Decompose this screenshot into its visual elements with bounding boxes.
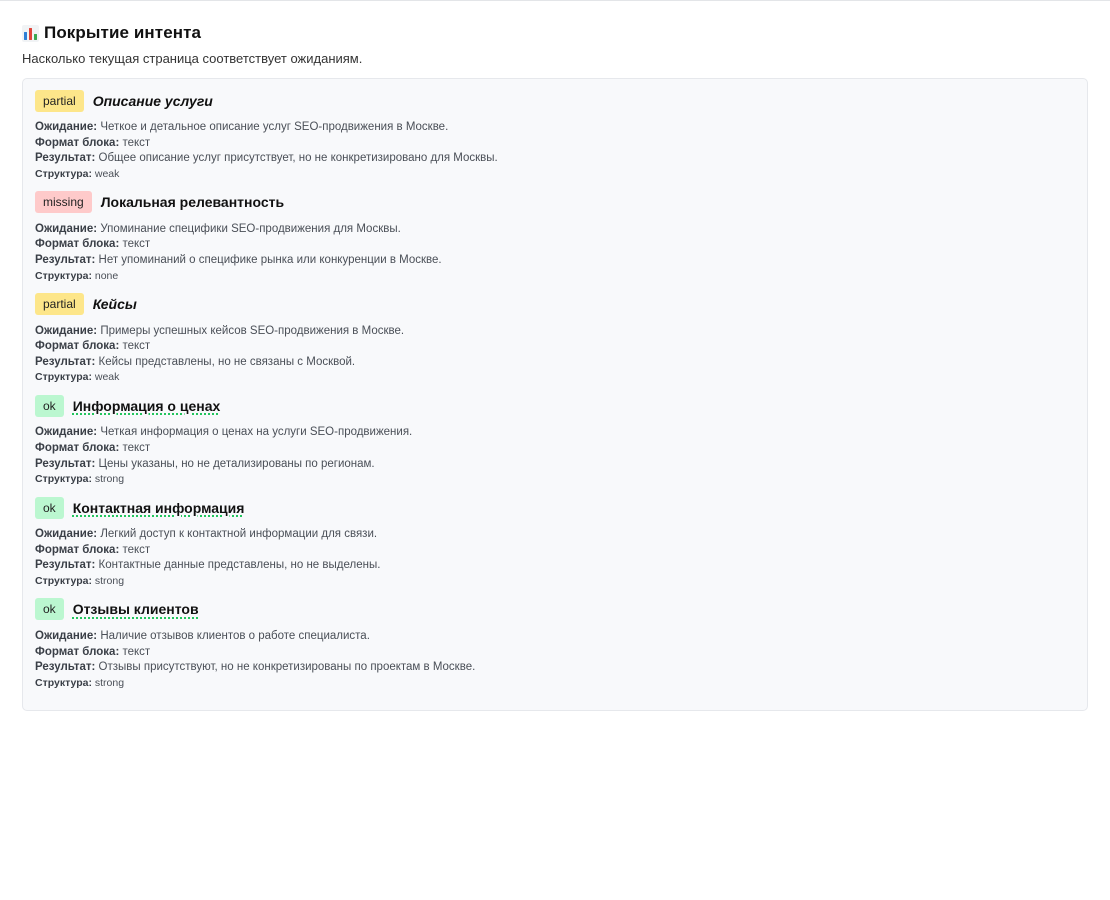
structure-label: Структура: (35, 473, 92, 486)
expectation-value: Упоминание специфики SEO-продвижения для Москвы. (100, 222, 401, 235)
result-line (35, 253, 1075, 269)
section-header (22, 22, 1088, 44)
structure-value: strong (94, 473, 125, 486)
format-line (35, 441, 1075, 457)
expectation-value: Легкий доступ к контактной информации для связи. (100, 528, 378, 541)
structure-value: none (94, 269, 119, 282)
status-badge: ok (35, 497, 64, 519)
expectation-label: Ожидание: (35, 528, 98, 541)
result-label: Результат: (35, 457, 96, 470)
item-title[interactable]: Информация о ценах (72, 397, 221, 414)
item-title: Кейсы (92, 296, 137, 313)
result-line (35, 558, 1075, 574)
result-value: Кейсы представлены, но не связаны с Москвой. (98, 355, 356, 368)
structure-label: Структура: (35, 269, 92, 282)
expectation-line (35, 120, 1075, 136)
structure-value: strong (94, 574, 125, 587)
format-value: текст (122, 340, 151, 353)
status-badge: ok (35, 395, 64, 417)
format-line (35, 645, 1075, 661)
result-label: Результат: (35, 559, 96, 572)
expectation-line (35, 324, 1075, 340)
expectation-label: Ожидание: (35, 629, 98, 642)
item-title[interactable]: Контактная информация (72, 499, 245, 516)
format-value: текст (122, 238, 151, 251)
expectation-line (35, 425, 1075, 441)
top-divider (0, 0, 1110, 1)
item-title[interactable]: Отзывы клиентов (72, 601, 199, 618)
structure-line (35, 370, 1075, 384)
format-line (35, 136, 1075, 152)
coverage-item-service-description (35, 89, 1075, 181)
format-label: Формат блока: (35, 645, 120, 658)
result-label: Результат: (35, 661, 96, 674)
result-value: Общее описание услуг присутствует, но не конкретизировано для Москвы. (98, 152, 498, 165)
format-label: Формат блока: (35, 441, 120, 454)
result-label: Результат: (35, 355, 96, 368)
structure-value: strong (94, 676, 125, 689)
status-badge: partial (35, 90, 84, 112)
result-line (35, 457, 1075, 473)
format-value: текст (122, 645, 151, 658)
expectation-label: Ожидание: (35, 121, 98, 133)
expectation-value: Четкая информация о ценах на услуги SEO-продвижения. (100, 426, 413, 439)
expectation-value: Примеры успешных кейсов SEO-продвижения в Москве. (100, 324, 405, 337)
format-label: Формат блока: (35, 543, 120, 556)
result-label: Результат: (35, 152, 96, 165)
coverage-panel (22, 78, 1088, 711)
format-label: Формат блока: (35, 238, 120, 251)
structure-label: Структура: (35, 167, 92, 180)
status-badge: missing (35, 191, 92, 213)
result-label: Результат: (35, 253, 96, 266)
coverage-item-contacts (35, 496, 1075, 588)
structure-line (35, 472, 1075, 486)
expectation-line (35, 629, 1075, 645)
format-value: текст (122, 543, 151, 556)
format-label: Формат блока: (35, 136, 120, 149)
expectation-label: Ожидание: (35, 324, 98, 337)
expectation-line (35, 527, 1075, 543)
page-title: Покрытие интента (44, 23, 202, 42)
result-line (35, 660, 1075, 676)
result-line (35, 355, 1075, 371)
expectation-label: Ожидание: (35, 222, 98, 235)
page-subtitle: Насколько текущая страница соответствует ожиданиям. (22, 51, 363, 66)
expectation-value: Наличие отзывов клиентов о работе специалиста. (100, 629, 370, 642)
status-badge: partial (35, 293, 84, 315)
format-line (35, 339, 1075, 355)
structure-line (35, 167, 1075, 181)
format-label: Формат блока: (35, 340, 120, 353)
structure-label: Структура: (35, 676, 92, 689)
status-badge: ok (35, 598, 64, 620)
structure-label: Структура: (35, 574, 92, 587)
result-value: Нет упоминаний о специфике рынка или конкуренции в Москве. (98, 253, 442, 266)
expectation-line (35, 222, 1075, 238)
expectation-label: Ожидание: (35, 426, 98, 439)
format-value: текст (122, 136, 151, 149)
format-line (35, 543, 1075, 559)
result-value: Контактные данные представлены, но не выделены. (98, 559, 381, 572)
item-title: Локальная релевантность (100, 194, 285, 211)
result-line (35, 151, 1075, 167)
format-value: текст (122, 441, 151, 454)
result-value: Отзывы присутствуют, но не конкретизированы по проектам в Москве. (98, 661, 476, 674)
structure-value: weak (94, 167, 120, 180)
intent-coverage-section (22, 22, 1088, 711)
structure-line (35, 269, 1075, 283)
structure-value: weak (94, 371, 120, 384)
structure-line (35, 676, 1075, 690)
structure-line (35, 574, 1075, 588)
format-line (35, 237, 1075, 253)
coverage-item-pricing (35, 394, 1075, 486)
item-title: Описание услуги (92, 92, 213, 109)
structure-label: Структура: (35, 371, 92, 384)
expectation-value: Четкое и детальное описание услуг SEO-продвижения в Москве. (100, 121, 449, 133)
coverage-item-reviews (35, 598, 1075, 690)
coverage-item-cases (35, 293, 1075, 385)
coverage-item-local-relevance (35, 191, 1075, 283)
result-value: Цены указаны, но не детализированы по регионам. (98, 457, 375, 470)
bar-chart-icon (22, 25, 39, 42)
